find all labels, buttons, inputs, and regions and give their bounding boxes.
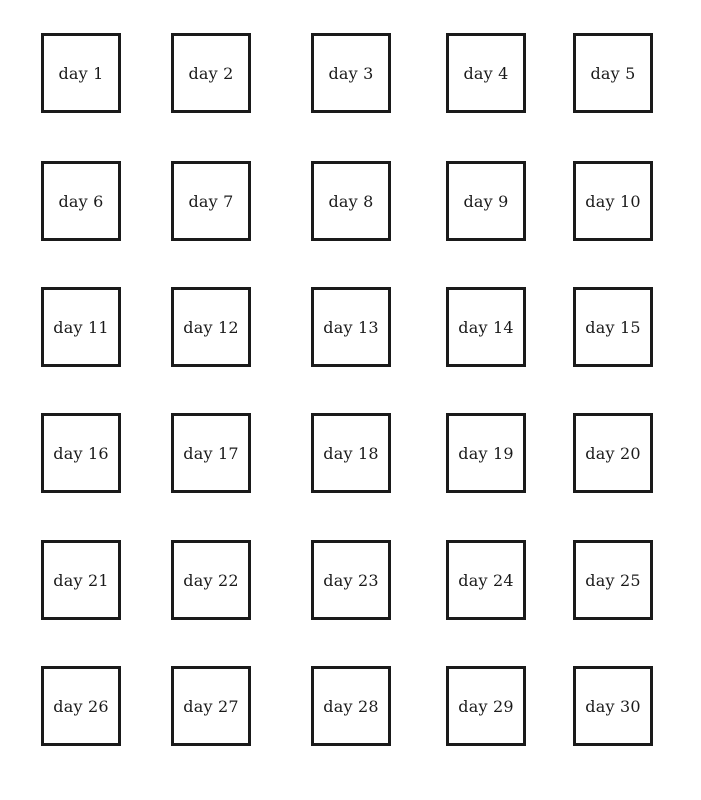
day-box-30 <box>573 666 653 746</box>
day-label: day 2 <box>188 63 234 83</box>
day-label: day 13 <box>323 317 379 337</box>
day-label: day 12 <box>183 317 239 337</box>
day-label: day 6 <box>58 191 104 211</box>
day-box-5 <box>573 33 653 113</box>
day-label: day 16 <box>53 443 109 463</box>
day-label: day 27 <box>183 696 239 716</box>
day-label: day 11 <box>53 317 109 337</box>
day-label: day 30 <box>585 696 641 716</box>
day-label: day 22 <box>183 570 239 590</box>
day-box-24 <box>446 540 526 620</box>
day-box-6 <box>41 161 121 241</box>
day-box-27 <box>171 666 251 746</box>
day-box-10 <box>573 161 653 241</box>
day-label: day 15 <box>585 317 641 337</box>
day-box-20 <box>573 413 653 493</box>
day-box-17 <box>171 413 251 493</box>
day-label: day 4 <box>463 63 509 83</box>
day-label: day 8 <box>328 191 374 211</box>
day-box-29 <box>446 666 526 746</box>
day-label: day 17 <box>183 443 239 463</box>
day-label: day 14 <box>458 317 514 337</box>
day-label: day 29 <box>458 696 514 716</box>
day-label: day 7 <box>188 191 234 211</box>
day-box-21 <box>41 540 121 620</box>
day-box-15 <box>573 287 653 367</box>
day-label: day 5 <box>590 63 636 83</box>
day-label: day 25 <box>585 570 641 590</box>
day-label: day 10 <box>585 191 641 211</box>
day-label: day 3 <box>328 63 374 83</box>
day-label: day 24 <box>458 570 514 590</box>
day-box-26 <box>41 666 121 746</box>
day-box-13 <box>311 287 391 367</box>
day-box-9 <box>446 161 526 241</box>
day-box-12 <box>171 287 251 367</box>
day-box-28 <box>311 666 391 746</box>
day-box-2 <box>171 33 251 113</box>
day-box-7 <box>171 161 251 241</box>
day-label: day 1 <box>58 63 104 83</box>
day-label: day 28 <box>323 696 379 716</box>
day-label: day 23 <box>323 570 379 590</box>
day-box-8 <box>311 161 391 241</box>
day-box-22 <box>171 540 251 620</box>
day-label: day 18 <box>323 443 379 463</box>
day-box-16 <box>41 413 121 493</box>
day-box-25 <box>573 540 653 620</box>
day-label: day 21 <box>53 570 109 590</box>
day-box-23 <box>311 540 391 620</box>
day-label: day 20 <box>585 443 641 463</box>
day-label: day 26 <box>53 696 109 716</box>
day-label: day 19 <box>458 443 514 463</box>
day-box-4 <box>446 33 526 113</box>
day-box-19 <box>446 413 526 493</box>
day-box-3 <box>311 33 391 113</box>
day-box-1 <box>41 33 121 113</box>
day-label: day 9 <box>463 191 509 211</box>
day-box-11 <box>41 287 121 367</box>
day-box-14 <box>446 287 526 367</box>
day-box-18 <box>311 413 391 493</box>
